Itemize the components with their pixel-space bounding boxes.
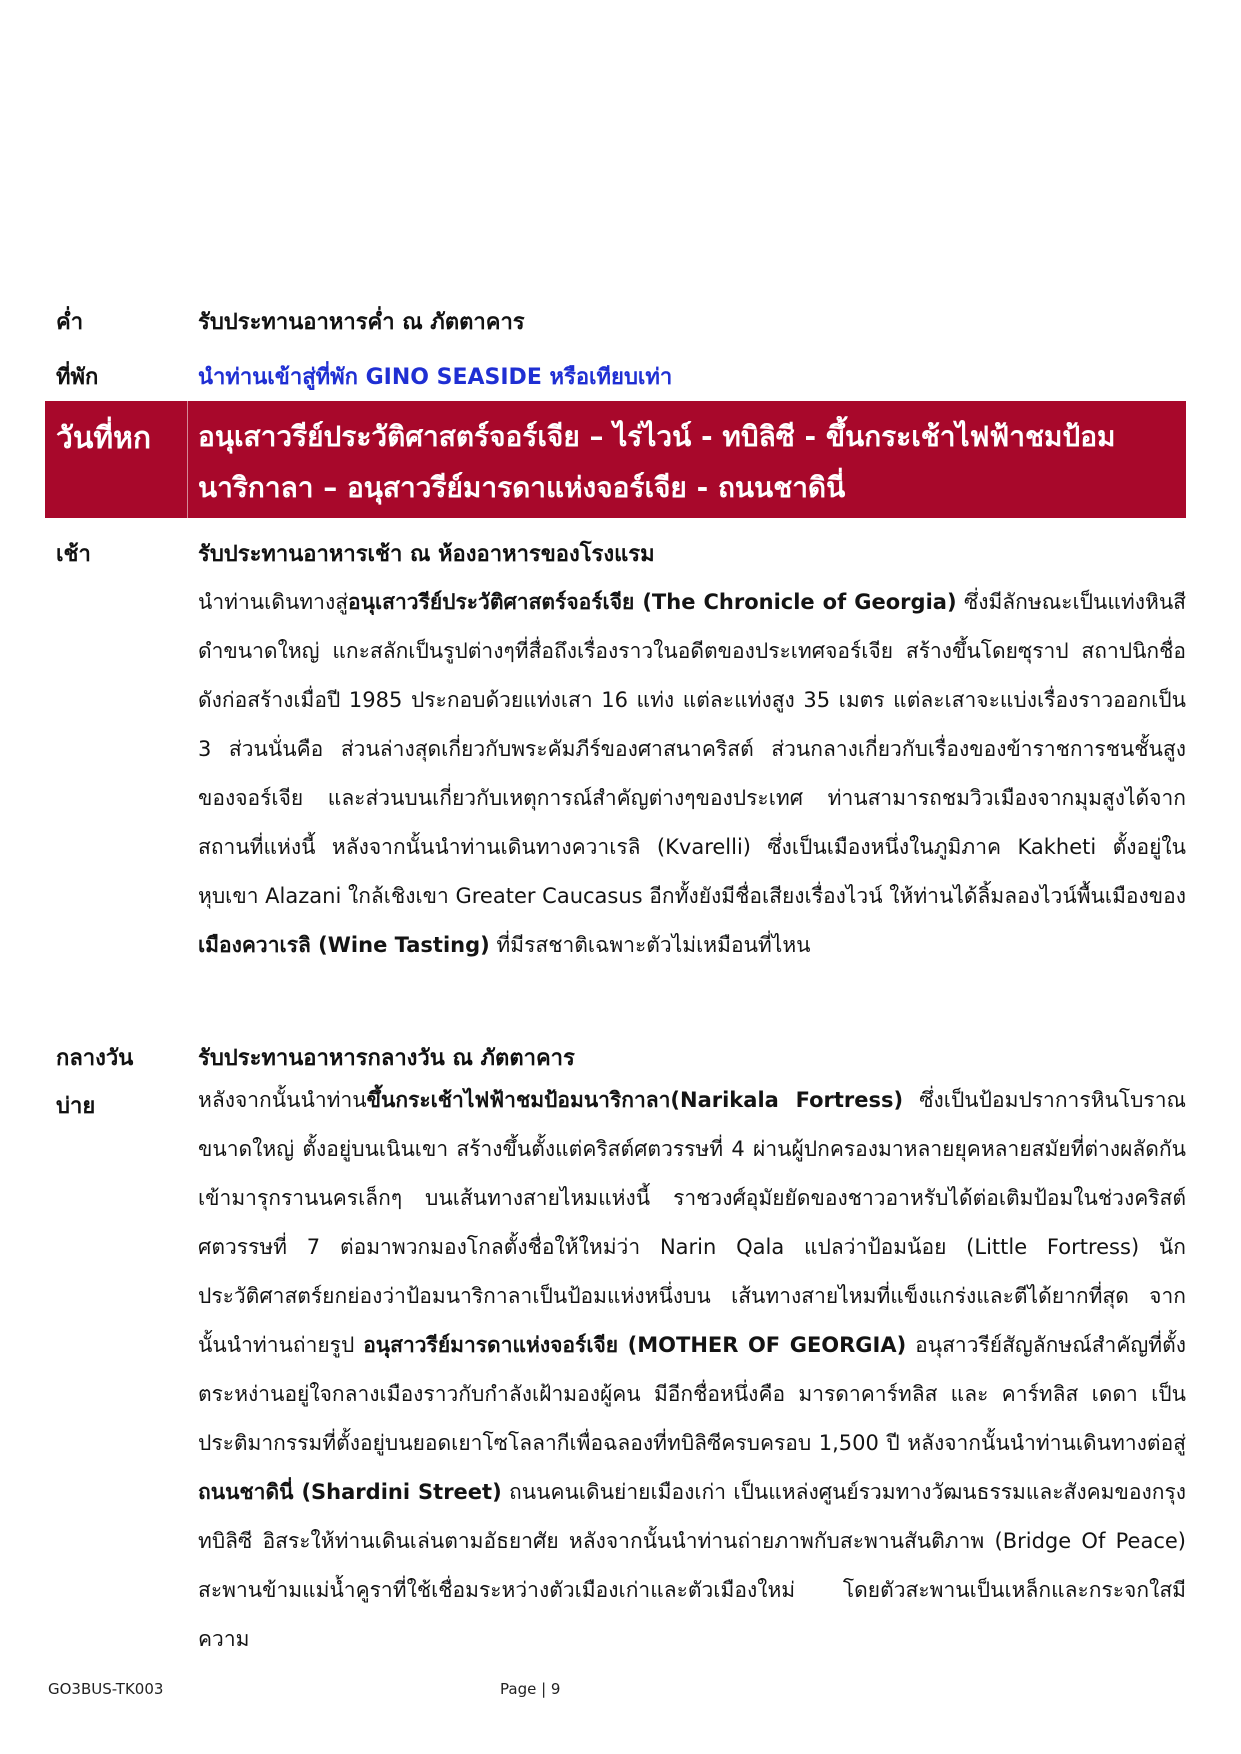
day-title (198, 411, 1183, 513)
banner-divider (187, 401, 188, 518)
afternoon-text-1: หลังจากนั้นนำท่าน (198, 1088, 367, 1112)
day-title-line-2: นาริกาลา – อนุสาวรีย์มารดาแห่งจอร์เจีย - ถนนชาดินี่ (198, 471, 846, 504)
shardini-highlight: ถนนชาดินี่ (Shardini Street) (198, 1480, 502, 1504)
morning-text-3: ที่มีรสชาติเฉพาะตัวไม่เหมือนที่ไหน (489, 933, 811, 957)
footer-code: GO3BUS-TK003 (48, 1680, 164, 1698)
lunch-label: กลางวัน (56, 1046, 134, 1071)
day-number: วันที่หก (56, 421, 152, 456)
morning-label: เช้า (56, 542, 91, 567)
hotel-label: ที่พัก (56, 365, 99, 390)
mother-of-georgia-highlight: อนุสาวรีย์มารดาแห่งจอร์เจีย (MOTHER OF GEORGIA) (363, 1333, 907, 1357)
day-title-line-1: อนุเสาวรีย์ประวัติศาสตร์จอร์เจีย – ไร่ไวน์ - ทบิลิซี - ขึ้นกระเช้าไฟฟ้าชมป้อม (198, 420, 1116, 453)
afternoon-label: บ่าย (56, 1094, 96, 1119)
afternoon-text-4: ถนนคนเดินย่ายเมืองเก่า เป็นแหล่งศูนย์รวมทางวัฒนธรรมและสังคมของกรุงทบิลิซี อิสระให้ท่านเดินเล่นตามอัธยาศัย หลังจากนั้นนำท่านถ่ายภาพกับสะพานสันติภาพ (Bridge Of Peace) สะพานข้ามแม่น้ำคูราที่ใช้เชื่อมระหว่างตัวเมืองเก่าและตัวเมืองใหม่ โดยตัวสะพานเป็นเหล็กและกระจกใสมีความ (198, 1480, 1186, 1651)
morning-text-1: นำท่านเดินทางสู่ (198, 590, 349, 614)
afternoon-text-2: ซึ่งเป็นป้อมปราการหินโบราณขนาดใหญ่ ตั้งอยู่บนเนินเขา สร้างขึ้นตั้งแต่คริสต์ศตวรรษที่ 4 ผ่านผู้ปกครองมาหลายยุคหลายสมัยที่ต่างผลัดกันเข้ามารุกรานนครเล็กๆ บนเส้นทางสายไหมแห่งนี้ ราชวงศ์อุมัยยัดของชาวอาหรับได้ต่อเติมป้อมในช่วงคริสต์ศตวรรษที่ 7 ต่อมาพวกมองโกลตั้งชื่อให้ใหม่ว่า Narin Qala แปลว่าป้อมน้อย (Little Fortress) นักประวัติศาสตร์ยกย่องว่าป้อมนาริกาลาเป็นป้อมแห่งหนึ่งบน เส้นทางสายไหมที่แข็งแกร่งและตีได้ยากที่สุด จากนั้นนำท่านถ่ายรูป (198, 1088, 1186, 1357)
dinner-text: รับประทานอาหารค่ำ ณ ภัตตาคาร (198, 310, 525, 335)
afternoon-paragraph (198, 1076, 1186, 1664)
page-number: Page | 9 (500, 1680, 561, 1698)
narikala-highlight: ขึ้นกระเช้าไฟฟ้าชมป้อมนาริกาลา(Narikala Fortress) (366, 1088, 904, 1112)
morning-meal: รับประทานอาหารเช้า ณ ห้องอาหารของโรงแรม (198, 542, 655, 567)
afternoon-text-3: อนุสาวรีย์สัญลักษณ์สำคัญที่ตั้งตระหง่านอยู่ใจกลางเมืองราวกับกำลังเฝ้ามองผู้คน มีอีกชื่อหนึ่งคือ มารดาคาร์ทลิส และ คาร์ทลิส เดดา เป็นประติมากรรมที่ตั้งอยู่บนยอดเยาโซโลลากีเพื่อฉลองที่ทบิลิซีครบครอบ 1,500 ปี หลังจากนั้นนำท่านเดินทางต่อสู่ (198, 1333, 1186, 1455)
morning-paragraph (198, 578, 1186, 970)
morning-text-2: ซึ่งมีลักษณะเป็นแท่งหินสีดำขนาดใหญ่ แกะสลักเป็นรูปต่างๆที่สื่อถึงเรื่องราวในอดีตของประเทศจอร์เจีย สร้างขึ้นโดยซุราป สถาปนิกชื่อดังก่อสร้างเมื่อปี 1985 ประกอบด้วยแท่งเสา 16 แท่ง แต่ละแท่งสูง 35 เมตร แต่ละเสาจะแบ่งเรื่องราวออกเป็น 3 ส่วนนั่นคือ ส่วนล่างสุดเกี่ยวกับพระคัมภีร์ของศาสนาคริสต์ ส่วนกลางเกี่ยวกับเรื่องของข้าราชการชนชั้นสูงของจอร์เจีย และส่วนบนเกี่ยวกับเหตุการณ์สำคัญต่างๆของประเทศ ท่านสามารถชมวิวเมืองจากมุมสูงได้จากสถานที่แห่งนี้ หลังจากนั้นนำท่านเดินทางควาเรลิ (Kvarelli) ซึ่งเป็นเมืองหนึ่งในภูมิภาค Kakheti ตั้งอยู่ในหุบเขา Alazani ใกล้เชิงเขา Greater Caucasus อีกทั้งยังมีชื่อเสียงเรื่องไวน์ ให้ท่านได้ลิ้มลองไวน์พื้นเมืองของ (198, 590, 1186, 908)
wine-tasting-highlight: เมืองควาเรลิ (Wine Tasting) (198, 933, 490, 957)
hotel-text: นำท่านเข้าสู่ที่พัก GINO SEASIDE หรือเทียบเท่า (198, 365, 673, 390)
lunch-text: รับประทานอาหารกลางวัน ณ ภัตตาคาร (198, 1046, 575, 1071)
day-banner (45, 401, 1186, 518)
dinner-label: ค่ำ (56, 310, 84, 335)
chronicle-highlight: อนุเสาวรีย์ประวัติศาสตร์จอร์เจีย (The Chronicle of Georgia) (348, 590, 957, 614)
